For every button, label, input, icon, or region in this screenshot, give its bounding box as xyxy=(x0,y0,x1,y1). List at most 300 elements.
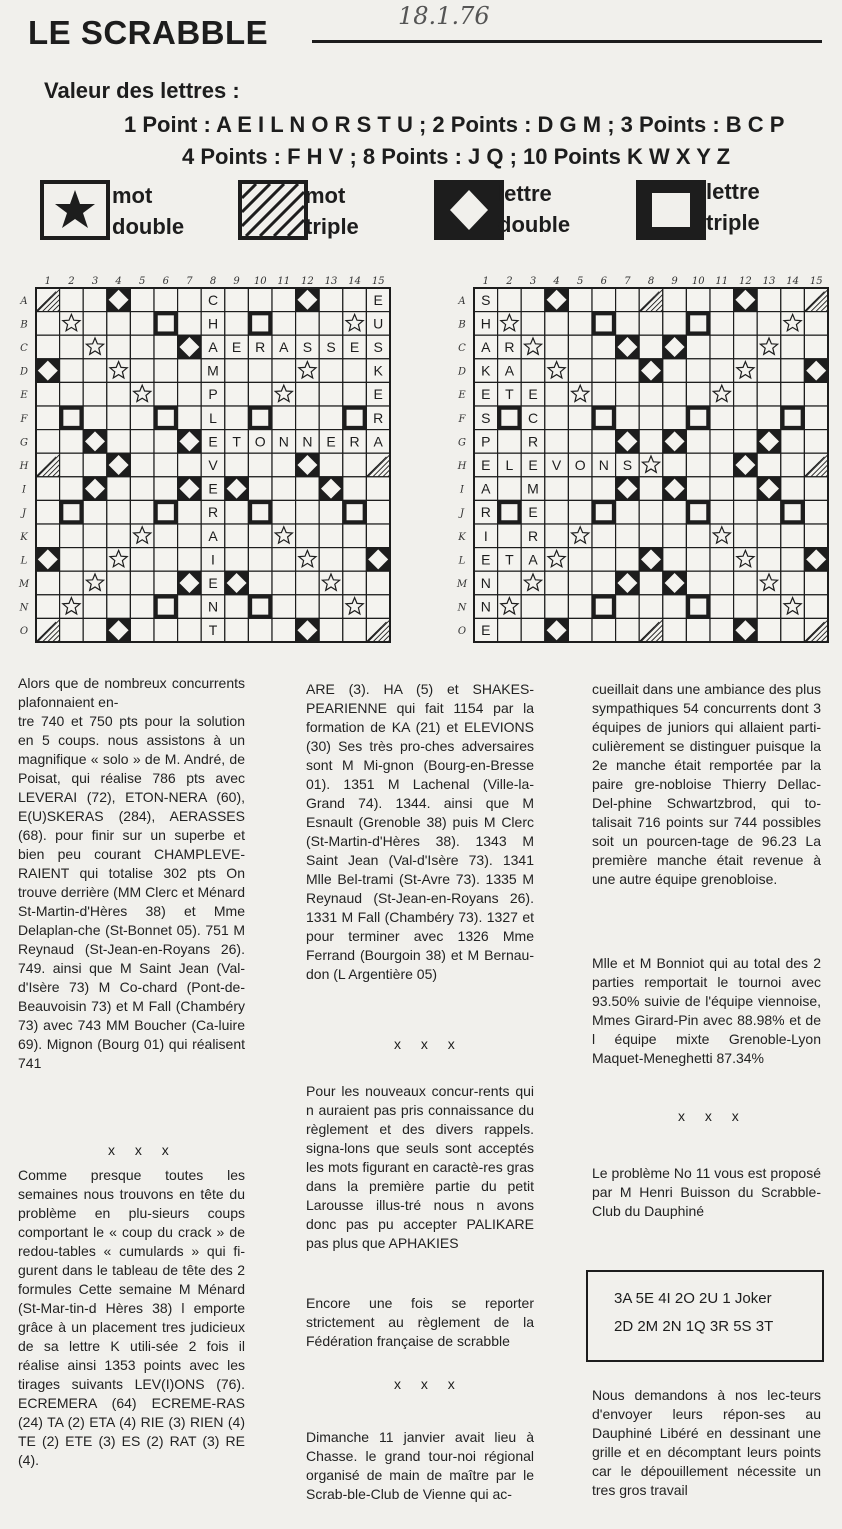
board-cell xyxy=(757,406,781,430)
board-cell xyxy=(734,312,758,336)
board-cell xyxy=(521,312,545,336)
board-cell xyxy=(663,312,687,336)
board-cell xyxy=(225,406,249,430)
board-cell xyxy=(130,430,154,454)
board-cell xyxy=(272,453,296,477)
board-cell xyxy=(296,500,320,524)
board-cell xyxy=(804,382,828,406)
row-letter: H xyxy=(457,461,467,472)
board-cell xyxy=(568,406,592,430)
board-cell xyxy=(804,453,828,477)
board-cell xyxy=(710,359,734,383)
board-cell xyxy=(36,288,60,312)
board-cell xyxy=(36,359,60,383)
board-cell xyxy=(60,453,84,477)
board-cell xyxy=(592,382,616,406)
tile-letter: E xyxy=(373,291,383,308)
board-cell xyxy=(319,430,343,454)
board-cell xyxy=(568,500,592,524)
board-cell xyxy=(545,595,569,619)
tile-letter: R xyxy=(527,527,539,544)
board-cell xyxy=(296,548,320,572)
board-cell xyxy=(107,477,131,501)
tile-letter: P xyxy=(208,386,218,403)
board-cell xyxy=(130,500,154,524)
board-cell xyxy=(734,548,758,572)
tile-letter: N xyxy=(480,598,491,615)
board-cell xyxy=(36,477,60,501)
board-cell xyxy=(686,406,710,430)
column-number: 5 xyxy=(577,276,584,287)
board-cell xyxy=(296,359,320,383)
board-cell xyxy=(521,288,545,312)
board-cell xyxy=(225,312,249,336)
board-cell xyxy=(663,335,687,359)
board-cell xyxy=(710,618,734,642)
column-number: 9 xyxy=(233,276,240,287)
board-cell xyxy=(36,382,60,406)
board-cell xyxy=(343,406,367,430)
row-letter: I xyxy=(460,484,464,496)
board-cell xyxy=(781,312,805,336)
board-cell xyxy=(545,382,569,406)
tile-letter: A xyxy=(373,433,383,450)
board-cell xyxy=(781,359,805,383)
board-cell xyxy=(757,453,781,477)
row-letter: C xyxy=(458,343,466,354)
board-cell xyxy=(225,500,249,524)
board-cell xyxy=(201,618,225,642)
tile-letter: S xyxy=(326,339,336,355)
article-text-col1b: Comme presque toutes les semaines nous trouvons en tête du problème en plu-sieurs coups comportant le « coup du crack » de redou-tables « cumulards » qui fi-gurent dans le tableau de tête des 2 formules Cette semaine M Ménard (St-Mar-tin-d Hères 38) l emporte grâce à un placement tres judicieux de sa lettre K utili-sée 2 fois il réalise ainsi 1353 points avec les tirages suivants LEV(I)ONS (76). ECREMERA (64) ECREME-RAS (24) TA (2) ETA (4) RIE (3) RIEN (4) TE (2) ETE (3) ES (2) RAT (3) RE (4). xyxy=(18,1167,249,1468)
board-cell xyxy=(639,571,663,595)
board-cell xyxy=(366,477,390,501)
board-cell xyxy=(639,335,663,359)
column-number: 13 xyxy=(762,276,776,287)
board-cell xyxy=(248,382,272,406)
diamond-icon xyxy=(434,180,504,240)
board-cell xyxy=(107,571,131,595)
hatch-icon xyxy=(238,180,308,240)
row-letter: J xyxy=(459,508,465,520)
board-cell xyxy=(710,312,734,336)
board-cell xyxy=(639,595,663,619)
legend-label: triple xyxy=(305,214,359,239)
board-cell xyxy=(781,618,805,642)
board-cell xyxy=(343,500,367,524)
tile-letter: S xyxy=(302,339,313,355)
board-cell xyxy=(225,430,249,454)
board-cell xyxy=(639,618,663,642)
board-cell xyxy=(686,477,710,501)
board-cell xyxy=(296,382,320,406)
article-text-col2: ARE (3). HA (5) et SHAKES-PEARIENNE qui fait 1154 par la formation de KA (21) et ELEVIONS (30) Ses très pro-ches adversaires sont M Mi-gnon (Bourg-en-Bresse 01). 1351 M Lachenal (Ville-la-Grand 74). 1344. ainsi que M Esnault (Grenoble 38) puis M Clerc (St-Martin-d'Hères 38). 1343 M Saint Jean (Val-d'Isère 73). 1341 Mlle Bel-trami (St-Avre 73). 1335 M Reynaud (St-Jean-en-Royans 26). 1331 M Fall (Chambéry 73). 1327 et pour terminer avec 1326 Mme Ferrand (Bourgoin 38) et M Bernau-don (L Argentière 05) xyxy=(306,681,538,982)
board-cell xyxy=(568,548,592,572)
board-cell xyxy=(734,430,758,454)
row-letter: O xyxy=(19,626,29,638)
board-cell xyxy=(804,500,828,524)
board-cell xyxy=(319,312,343,336)
board-cell xyxy=(366,618,390,642)
board-cell xyxy=(804,548,828,572)
board-cell xyxy=(201,548,225,572)
tile-letter: N xyxy=(598,457,609,473)
column-number: 4 xyxy=(115,276,122,287)
article-text-col3: cueillait dans une ambiance des plus sympathiques 54 concurrents dont 3 équipes de juniors qui allaient parti-culièrement se distinguer puisque la 2e manche était remportée par la paire gre-nobloise Thierry Dellac-Del-phine Schwartzbrod, qui to-talisait 716 points sur 744 possibles soit un pourcen-tage de 96.23 La première manche était revenue à une autre équipe grenobloise. xyxy=(592,681,825,887)
column-number: 8 xyxy=(209,276,217,287)
board-cell xyxy=(734,359,758,383)
board-cell xyxy=(107,312,131,336)
board-cell xyxy=(474,595,498,619)
column-number: 14 xyxy=(786,276,799,287)
board-cell xyxy=(616,406,640,430)
board-cell xyxy=(804,288,828,312)
board-cell xyxy=(272,335,296,359)
tile-letter: S xyxy=(622,457,633,473)
board-cell xyxy=(225,595,249,619)
board-cell xyxy=(366,548,390,572)
column-number: 11 xyxy=(715,276,729,287)
board-cell xyxy=(60,500,84,524)
tile-letter: R xyxy=(504,339,515,355)
board-cell xyxy=(545,477,569,501)
board-cell xyxy=(272,359,296,383)
row-letter: G xyxy=(20,437,28,449)
board-cell xyxy=(201,359,225,383)
board-cell xyxy=(60,359,84,383)
board-cell xyxy=(781,477,805,501)
board-cell xyxy=(154,500,178,524)
tile-letter: T xyxy=(505,386,514,403)
tile-letter: E xyxy=(481,386,491,403)
board-cell xyxy=(710,406,734,430)
board-cell xyxy=(781,548,805,572)
board-cell xyxy=(154,524,178,548)
board-cell xyxy=(757,335,781,359)
board-cell xyxy=(568,595,592,619)
board-cell xyxy=(366,500,390,524)
board-cell xyxy=(568,288,592,312)
board-cell xyxy=(498,548,522,572)
board-cell xyxy=(545,548,569,572)
board-cell xyxy=(154,430,178,454)
board-cell xyxy=(296,406,320,430)
board-cell xyxy=(296,335,320,359)
board-cell xyxy=(734,288,758,312)
board-cell xyxy=(757,359,781,383)
board-cell xyxy=(36,571,60,595)
board-cell xyxy=(545,524,569,548)
column-number: 10 xyxy=(691,276,705,287)
board-cell xyxy=(592,288,616,312)
row-letter: O xyxy=(457,626,467,638)
board-cell xyxy=(272,477,296,501)
row-letter: D xyxy=(19,366,29,378)
row-letter: E xyxy=(20,390,28,402)
problem-line-2: 2D 2M 2N 1Q 3R 5S 3T xyxy=(614,1318,774,1335)
board-cell xyxy=(107,359,131,383)
board-cell xyxy=(498,618,522,642)
board-cell xyxy=(498,406,522,430)
board-cell xyxy=(616,312,640,336)
board-cell xyxy=(686,335,710,359)
board-cell xyxy=(521,571,545,595)
board-cell xyxy=(107,406,131,430)
row-letter: D xyxy=(457,366,467,378)
board-cell xyxy=(272,571,296,595)
board-cell xyxy=(568,571,592,595)
board-cell xyxy=(781,500,805,524)
board-cell xyxy=(296,288,320,312)
board-cell xyxy=(201,288,225,312)
tile-letter: H xyxy=(480,315,491,332)
board-cell xyxy=(178,477,202,501)
board-cell xyxy=(804,406,828,430)
tile-letter: N xyxy=(480,575,491,591)
board-cell xyxy=(272,524,296,548)
board-cell xyxy=(686,312,710,336)
board-cell xyxy=(178,500,202,524)
board-cell xyxy=(474,335,498,359)
board-cell xyxy=(178,453,202,477)
board-cell xyxy=(272,312,296,336)
board-cell xyxy=(154,571,178,595)
board-cell xyxy=(319,406,343,430)
board-cell xyxy=(272,288,296,312)
board-cell xyxy=(83,500,107,524)
board-cell xyxy=(83,618,107,642)
row-letter: K xyxy=(458,531,466,543)
board-cell xyxy=(178,548,202,572)
board-cell xyxy=(663,382,687,406)
board-cell xyxy=(154,312,178,336)
tile-letter: C xyxy=(207,291,219,308)
values-heading: Valeur des lettres : xyxy=(44,78,240,103)
board-cell xyxy=(568,312,592,336)
board-cell xyxy=(663,406,687,430)
board-cell xyxy=(592,335,616,359)
board-cell xyxy=(83,477,107,501)
board-cell xyxy=(804,595,828,619)
board-cell xyxy=(545,618,569,642)
row-letter: G xyxy=(458,437,466,449)
board-cell xyxy=(568,524,592,548)
tile-letter: S xyxy=(481,409,491,426)
tile-letter: A xyxy=(504,362,515,379)
tile-letter: E xyxy=(528,457,538,473)
board-cell xyxy=(686,524,710,548)
board-cell xyxy=(319,477,343,501)
tile-letter: E xyxy=(481,551,491,568)
board-cell xyxy=(545,500,569,524)
column-number: 7 xyxy=(186,276,193,287)
board-cell xyxy=(225,571,249,595)
board-cell xyxy=(498,477,522,501)
tile-letter: R xyxy=(373,409,384,426)
board-cell xyxy=(201,571,225,595)
board-cell xyxy=(343,359,367,383)
tile-letter: S xyxy=(373,339,383,355)
board-cell xyxy=(710,595,734,619)
board-cell xyxy=(568,335,592,359)
handwritten-date: 18.1.76 xyxy=(398,2,490,30)
board-cell xyxy=(498,500,522,524)
tile-letter: E xyxy=(481,457,491,473)
board-cell xyxy=(36,618,60,642)
board-cell xyxy=(616,595,640,619)
board-cell xyxy=(36,312,60,336)
board-cell xyxy=(474,312,498,336)
board-cell xyxy=(319,571,343,595)
board-cell xyxy=(804,430,828,454)
board-cell xyxy=(343,335,367,359)
tile-letter: R xyxy=(255,339,266,355)
board-cell xyxy=(734,382,758,406)
board-cell xyxy=(686,453,710,477)
board-cell xyxy=(568,382,592,406)
board-cell xyxy=(225,359,249,383)
board-cell xyxy=(710,571,734,595)
board-cell xyxy=(296,453,320,477)
board-cell xyxy=(545,312,569,336)
board-grid xyxy=(14,272,394,652)
board-cell xyxy=(616,335,640,359)
board-cell xyxy=(248,524,272,548)
board-cell xyxy=(568,453,592,477)
board-cell xyxy=(201,335,225,359)
board-cell xyxy=(343,430,367,454)
row-letter: N xyxy=(457,602,467,614)
row-letter: I xyxy=(22,484,26,496)
board-cell xyxy=(225,453,249,477)
board-cell xyxy=(616,548,640,572)
column-number: 5 xyxy=(139,276,146,287)
tile-letter: R xyxy=(480,504,491,521)
board-cell xyxy=(36,430,60,454)
board-cell xyxy=(83,595,107,619)
board-cell xyxy=(710,382,734,406)
board-cell xyxy=(343,382,367,406)
board-cell xyxy=(60,595,84,619)
board-cell xyxy=(83,453,107,477)
tile-letter: N xyxy=(302,433,313,450)
board-cell xyxy=(178,571,202,595)
board-cell xyxy=(130,595,154,619)
board-cell xyxy=(734,595,758,619)
board-cell xyxy=(663,571,687,595)
board-cell xyxy=(36,548,60,572)
board-cell xyxy=(781,430,805,454)
tile-letter: E xyxy=(326,433,336,450)
board-cell xyxy=(545,571,569,595)
column-number: 8 xyxy=(647,276,655,287)
tile-letter: A xyxy=(481,480,491,497)
board-cell xyxy=(319,618,343,642)
board-cell xyxy=(107,548,131,572)
board-cell xyxy=(36,406,60,430)
values-line-2: 4 Points : F H V ; 8 Points : J Q ; 10 Points K W X Y Z xyxy=(182,144,731,169)
board-cell xyxy=(83,359,107,383)
tile-letter: E xyxy=(231,339,242,355)
header-rule xyxy=(312,40,822,43)
board-cell xyxy=(521,382,545,406)
board-cell xyxy=(498,524,522,548)
board-cell xyxy=(130,406,154,430)
board-cell xyxy=(734,524,758,548)
board-cell xyxy=(366,453,390,477)
tile-letter: E xyxy=(481,622,491,639)
board-cell xyxy=(474,406,498,430)
board-cell xyxy=(474,477,498,501)
board-cell xyxy=(272,548,296,572)
row-letter: C xyxy=(20,343,28,354)
board-cell xyxy=(521,500,545,524)
board-cell xyxy=(201,595,225,619)
row-letter: L xyxy=(458,555,466,567)
article-text-col2d: Dimanche 11 janvier avait lieu à Chasse. le grand tour-noi régional organisé de main de maître par le Scrab-ble-Club de Vienne qui ac- xyxy=(306,1429,538,1502)
board-cell xyxy=(474,618,498,642)
board-cell xyxy=(366,595,390,619)
board-cell xyxy=(248,477,272,501)
star-icon xyxy=(40,180,110,240)
board-cell xyxy=(521,406,545,430)
board-cell xyxy=(130,312,154,336)
tile-letter: A xyxy=(528,551,538,568)
board-cell xyxy=(130,288,154,312)
board-cell xyxy=(686,595,710,619)
board-cell xyxy=(130,548,154,572)
board-cell xyxy=(616,453,640,477)
tile-letter: C xyxy=(527,409,539,426)
board-cell xyxy=(592,477,616,501)
board-cell xyxy=(83,335,107,359)
board-cell xyxy=(36,335,60,359)
board-cell xyxy=(201,382,225,406)
board-cell xyxy=(107,453,131,477)
board-cell xyxy=(366,430,390,454)
board-cell xyxy=(592,453,616,477)
board-cell xyxy=(248,595,272,619)
board-cell xyxy=(201,453,225,477)
board-cell xyxy=(272,430,296,454)
tile-letter: E xyxy=(349,339,360,355)
board-cell xyxy=(757,288,781,312)
board-cell xyxy=(366,288,390,312)
tile-letter: A xyxy=(481,339,491,355)
tile-letter: E xyxy=(528,504,538,521)
board-cell xyxy=(781,288,805,312)
column-number: 1 xyxy=(44,276,51,287)
board-cell xyxy=(592,500,616,524)
board-cell xyxy=(639,548,663,572)
tile-letter: K xyxy=(481,362,491,379)
board-cell xyxy=(663,477,687,501)
board-cell xyxy=(568,359,592,383)
board-cell xyxy=(734,453,758,477)
board-cell xyxy=(639,359,663,383)
board-cell xyxy=(107,430,131,454)
legend-label: lettre xyxy=(706,179,760,204)
board-cell xyxy=(366,382,390,406)
board-cell xyxy=(639,524,663,548)
tile-letter: P xyxy=(481,433,491,450)
board-cell xyxy=(60,288,84,312)
board-cell xyxy=(521,453,545,477)
square-icon xyxy=(636,180,706,240)
board-cell xyxy=(757,312,781,336)
board-cell xyxy=(36,453,60,477)
board-cell xyxy=(60,406,84,430)
